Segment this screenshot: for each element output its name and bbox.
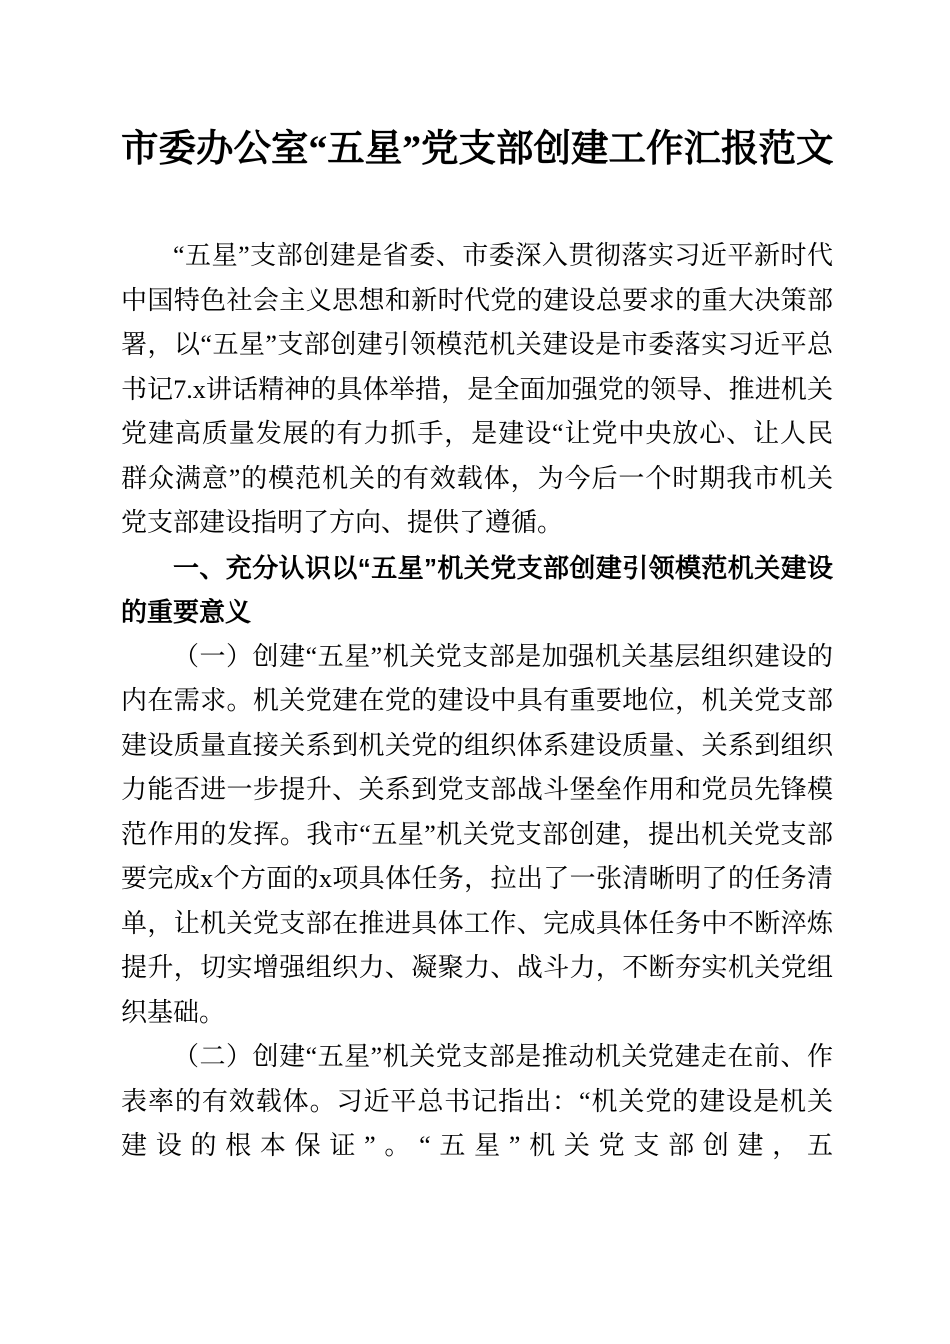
section-heading-1: 一、充分认识以“五星”机关党支部创建引领模范机关建设的重要意义 <box>121 552 833 627</box>
intro-paragraph: “五星”支部创建是省委、市委深入贯彻落实习近平新时代中国特色社会主义思想和新时代党的建设总要求的重大决策部署，以“五星”支部创建引领模范机关建设是市委落实习近平总书记7.x讲话精神的具体举措，是全面加强党的领导、推进机关党建高质量发展的有力抓手，是建设“让党中央放心、让人民群众满意”的模范机关的有效载体，为今后一个时期我市机关党支部建设指明了方向、提供了遵循。 <box>121 241 833 537</box>
document-title: 市委办公室“五星”党支部创建工作汇报范文 <box>121 129 834 170</box>
paragraph-item-2-truncated: （二）创建“五星”机关党支部是推动机关党建走在前、作表率的有效载体。习近平总书记指出：“机关党的建设是机关建设的根本保证”。“五星”机关党支部创建，五 <box>121 1042 833 1160</box>
paragraph-item-1: （一）创建“五星”机关党支部是加强机关基层组织建设的内在需求。机关党建在党的建设中具有重要地位，机关党支部建设质量直接关系到机关党的组织体系建设质量、关系到组织力能否进一步提升、关系到党支部战斗堡垒作用和党员先锋模范作用的发挥。我市“五星”机关党支部创建，提出机关党支部要完成x个方面的x项具体任务，拉出了一张清晰明了的任务清单，让机关党支部在推进具体工作、完成具体任务中不断淬炼提升，切实增强组织力、凝聚力、战斗力，不断夯实机关党组织基础。 <box>121 641 833 1027</box>
